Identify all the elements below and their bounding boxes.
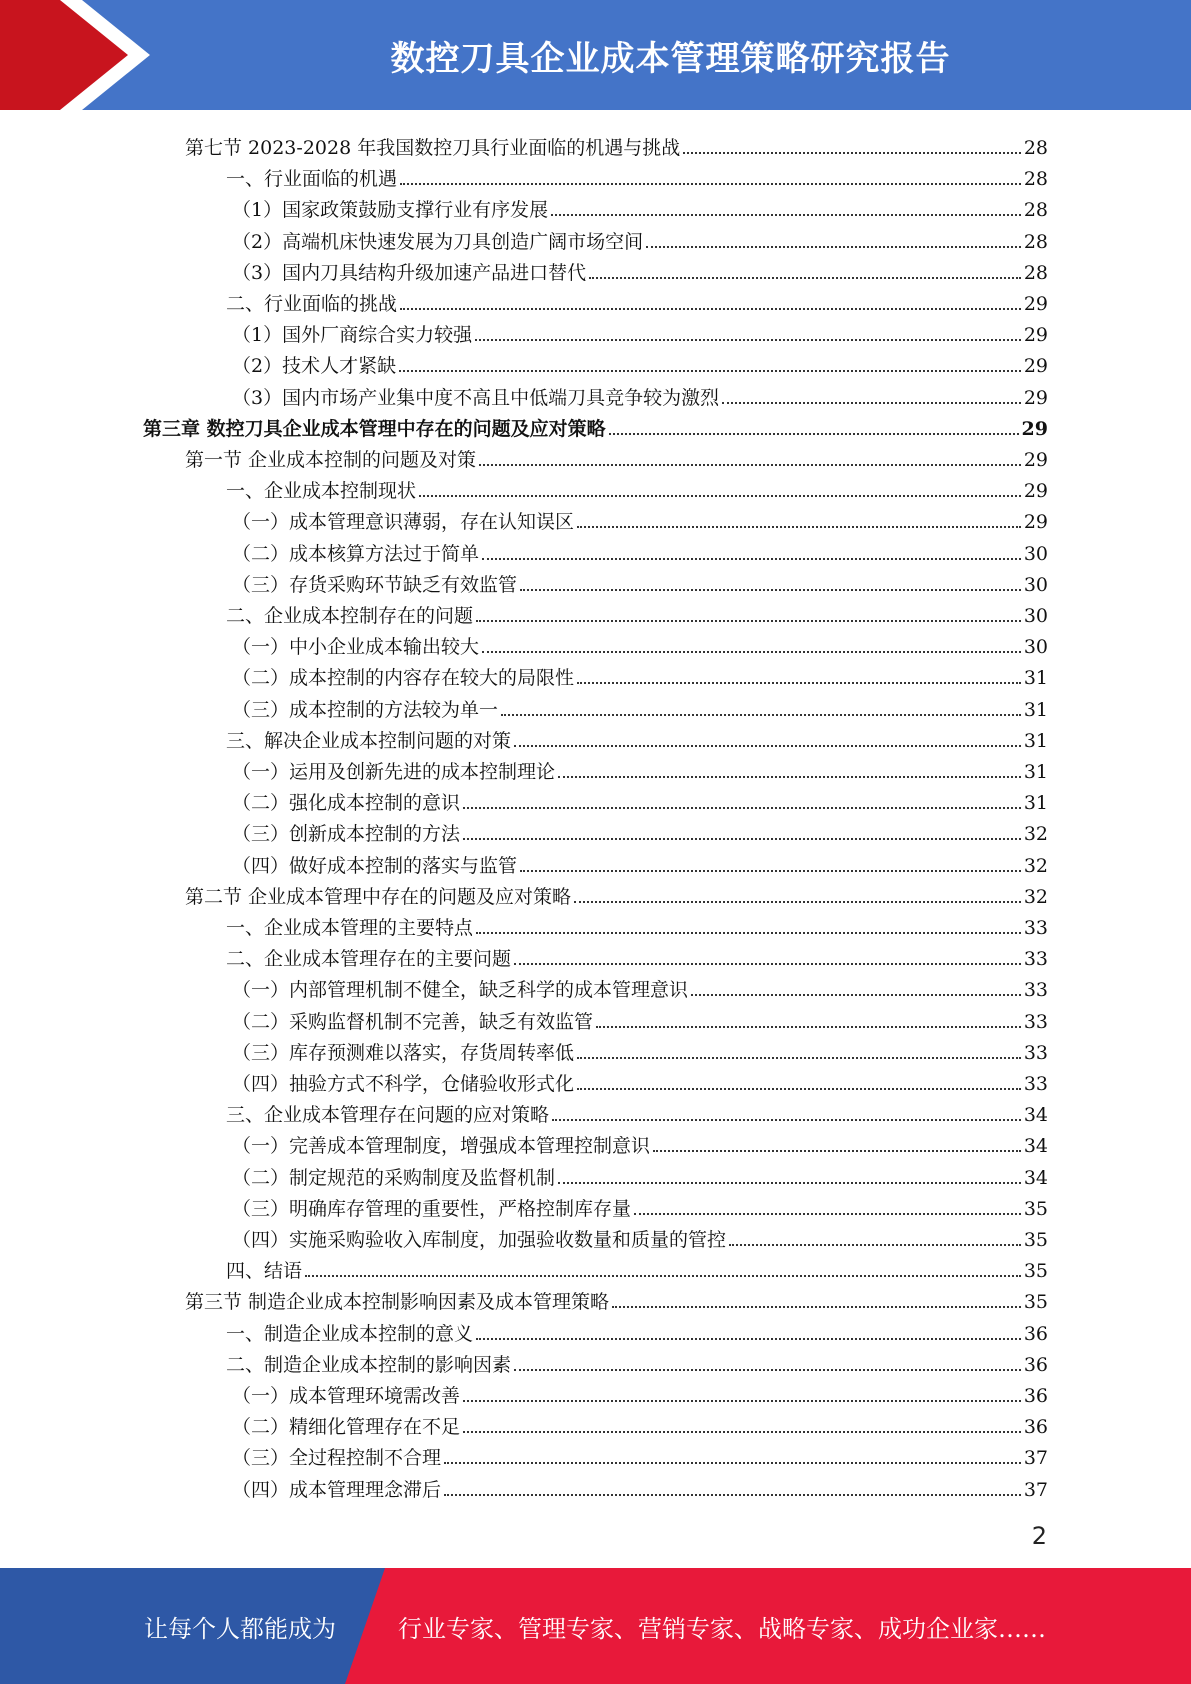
toc-entry-title: （二）采购监督机制不完善，缺乏有效监管	[232, 1010, 594, 1033]
toc-entry[interactable]	[232, 1437, 1048, 1468]
toc-entry-title: （2）高端机床快速发展为刀具创造广阔市场空间	[232, 230, 644, 253]
toc-entry[interactable]	[232, 564, 1048, 595]
toc-entry-page: 30	[1023, 636, 1048, 659]
toc-entry-title: （一）内部管理机制不健全，缺乏科学的成本管理意识	[232, 979, 689, 1002]
toc-entry-page: 29	[1023, 449, 1048, 471]
toc-entry-page: 33	[1023, 1041, 1048, 1064]
toc-entry-page: 35	[1023, 1197, 1048, 1220]
toc-entry-title: （一）中小企业成本输出较大	[232, 636, 480, 659]
toc-dot-leader	[634, 1213, 1021, 1215]
toc-entry-page: 31	[1023, 761, 1048, 783]
toc-entry-page: 28	[1023, 230, 1048, 253]
toc-entry-page: 28	[1023, 199, 1048, 222]
toc-entry-title: （一）成本管理意识薄弱，存在认知误区	[232, 511, 575, 534]
toc-entry[interactable]	[232, 501, 1048, 532]
toc-dot-leader	[400, 183, 1021, 185]
toc-entry[interactable]	[232, 626, 1048, 657]
toc-entry-title: （四）做好成本控制的落实与监管	[232, 854, 518, 877]
toc-entry[interactable]	[232, 189, 1048, 220]
toc-dot-leader	[419, 495, 1021, 497]
toc-dot-leader	[479, 464, 1021, 466]
toc-dot-leader	[552, 1119, 1021, 1121]
toc-entry-page: 28	[1023, 261, 1048, 284]
toc-dot-leader	[558, 1182, 1021, 1184]
toc-entry-title: （三）存货采购环节缺乏有效监管	[232, 573, 518, 596]
toc-entry[interactable]	[232, 782, 1048, 813]
toc-entry-title: （一）运用及创新先进的成本控制理论	[232, 761, 556, 783]
toc-entry-title: 三、企业成本管理存在问题的应对策略	[226, 1104, 550, 1127]
toc-entry[interactable]	[185, 439, 1048, 470]
toc-entry[interactable]	[232, 1125, 1048, 1156]
toc-dot-leader	[574, 901, 1021, 903]
toc-dot-leader	[482, 651, 1021, 653]
toc-dot-leader	[482, 558, 1021, 560]
toc-entry-title: 二、企业成本控制存在的问题	[226, 605, 474, 627]
toc-entry-title: （3）国内市场产业集中度不高且中低端刀具竞争较为激烈	[232, 386, 720, 409]
toc-entry-page: 29	[1023, 511, 1048, 534]
toc-dot-leader	[683, 152, 1021, 154]
toc-dot-leader	[463, 1431, 1021, 1433]
toc-dot-leader	[520, 870, 1021, 872]
toc-entry[interactable]	[232, 1157, 1048, 1188]
toc-entry-title: （三）明确库存管理的重要性，严格控制库存量	[232, 1197, 632, 1220]
toc-entry-page: 30	[1023, 605, 1048, 627]
toc-entry-page: 29	[1023, 355, 1048, 378]
toc-entry[interactable]	[226, 938, 1048, 969]
toc-entry-title: 三、解决企业成本控制问题的对策	[226, 729, 512, 752]
toc-entry[interactable]	[232, 845, 1048, 876]
toc-dot-leader	[646, 246, 1021, 248]
toc-dot-leader	[476, 620, 1021, 622]
toc-dot-leader	[609, 433, 1019, 435]
toc-entry-page: 37	[1023, 1447, 1048, 1470]
toc-entry-page: 30	[1023, 573, 1048, 596]
toc-entry-page: 35	[1023, 1260, 1048, 1283]
toc-entry-page: 37	[1023, 1478, 1048, 1501]
toc-entry[interactable]	[232, 1375, 1048, 1406]
toc-entry[interactable]	[232, 252, 1048, 283]
toc-entry[interactable]	[185, 127, 1048, 158]
page-header	[0, 0, 1191, 110]
toc-entry-page: 31	[1023, 698, 1048, 721]
toc-entry[interactable]	[226, 1250, 1048, 1281]
toc-entry-title: （二）成本控制的内容存在较大的局限性	[232, 667, 575, 690]
toc-entry[interactable]	[232, 813, 1048, 844]
toc-entry[interactable]	[232, 1063, 1048, 1094]
toc-entry-page: 35	[1023, 1229, 1048, 1251]
toc-dot-leader	[463, 807, 1021, 809]
toc-entry-page: 32	[1023, 854, 1048, 877]
toc-entry[interactable]	[232, 657, 1048, 688]
toc-dot-leader	[653, 1150, 1021, 1152]
toc-dot-leader	[691, 994, 1021, 996]
toc-entry-title: 一、企业成本控制现状	[226, 480, 417, 503]
toc-entry-page: 36	[1023, 1416, 1048, 1439]
toc-entry-title: （二）精细化管理存在不足	[232, 1416, 461, 1439]
toc-entry[interactable]	[226, 158, 1048, 189]
toc-entry-title: （1）国外厂商综合实力较强	[232, 324, 473, 347]
toc-entry-page: 36	[1023, 1322, 1048, 1345]
toc-entry-title: 四、结语	[226, 1260, 303, 1283]
toc-dot-leader	[444, 1494, 1021, 1496]
toc-dot-leader	[444, 1462, 1021, 1464]
toc-dot-leader	[399, 370, 1021, 372]
toc-entry-page: 29	[1023, 324, 1048, 347]
toc-entry-page: 33	[1023, 948, 1048, 971]
toc-entry-page: 34	[1023, 1135, 1048, 1158]
toc-entry-page: 33	[1023, 917, 1048, 939]
toc-entry-page: 32	[1023, 823, 1048, 846]
toc-entry-page: 36	[1023, 1353, 1048, 1376]
toc-entry[interactable]	[232, 221, 1048, 252]
toc-dot-leader	[463, 838, 1021, 840]
toc-dot-leader	[722, 402, 1021, 404]
toc-dot-leader	[729, 1244, 1021, 1246]
toc-dot-leader	[589, 277, 1021, 279]
toc-entry-page: 29	[1021, 417, 1048, 440]
toc-dot-leader	[520, 589, 1021, 591]
toc-entry[interactable]	[226, 283, 1048, 314]
toc-entry-title: （三）创新成本控制的方法	[232, 823, 461, 846]
toc-entry-title: 二、企业成本管理存在的主要问题	[226, 948, 512, 971]
toc-entry[interactable]	[232, 1219, 1048, 1250]
toc-entry[interactable]	[226, 1094, 1048, 1125]
toc-entry-title: （二）强化成本控制的意识	[232, 792, 461, 815]
toc-entry[interactable]	[232, 1406, 1048, 1437]
toc-entry[interactable]	[232, 377, 1048, 408]
toc-entry-title: （2）技术人才紧缺	[232, 355, 397, 378]
toc-entry-page: 34	[1023, 1166, 1048, 1189]
toc-dot-leader	[558, 776, 1021, 778]
toc-entry-page: 29	[1023, 293, 1048, 315]
toc-dot-leader	[514, 745, 1021, 747]
toc-entry[interactable]	[226, 1344, 1048, 1375]
toc-dot-leader	[463, 1400, 1021, 1402]
toc-entry[interactable]	[226, 1313, 1048, 1344]
toc-entry-title: 一、行业面临的机遇	[226, 168, 398, 191]
toc-dot-leader	[514, 963, 1021, 965]
toc-entry-title: 第三节 制造企业成本控制影响因素及成本管理策略	[185, 1291, 610, 1314]
toc-entry-page: 29	[1023, 480, 1048, 503]
toc-entry[interactable]	[143, 408, 1048, 439]
report-title: 数控刀具企业成本管理策略研究报告	[390, 38, 951, 79]
toc-entry[interactable]	[232, 533, 1048, 564]
toc-entry-page: 33	[1023, 1073, 1048, 1095]
toc-entry[interactable]	[232, 969, 1048, 1000]
toc-entry[interactable]	[185, 1281, 1048, 1312]
toc-entry-title: （四）抽验方式不科学，仓储验收形式化	[232, 1073, 575, 1095]
toc-entry-title: 一、制造企业成本控制的意义	[226, 1322, 474, 1345]
toc-entry-title: 第七节 2023-2028 年我国数控刀具行业面临的机遇与挑战	[185, 137, 681, 159]
toc-entry-title: 第二节 企业成本管理中存在的问题及应对策略	[185, 885, 572, 908]
toc-entry-title: （四）成本管理理念滞后	[232, 1478, 442, 1501]
toc-entry-page: 31	[1023, 667, 1048, 690]
toc-entry[interactable]	[232, 1188, 1048, 1219]
toc-entry-page: 36	[1023, 1385, 1048, 1407]
toc-entry-title: （四）实施采购验收入库制度，加强验收数量和质量的管控	[232, 1229, 727, 1251]
toc-entry-page: 33	[1023, 1010, 1048, 1033]
toc-entry-title: （二）成本核算方法过于简单	[232, 542, 480, 565]
toc-dot-leader	[577, 1057, 1021, 1059]
toc-entry-page: 33	[1023, 979, 1048, 1002]
toc-dot-leader	[612, 1306, 1021, 1308]
toc-entry[interactable]	[232, 1032, 1048, 1063]
toc-dot-leader	[305, 1275, 1021, 1277]
toc-entry-title: （一）成本管理环境需改善	[232, 1385, 461, 1407]
toc-entry-title: （3）国内刀具结构升级加速产品进口替代	[232, 261, 587, 284]
toc-entry-title: （三）全过程控制不合理	[232, 1447, 442, 1470]
toc-dot-leader	[475, 339, 1021, 341]
toc-entry-title: 第三章 数控刀具企业成本管理中存在的问题及应对策略	[143, 417, 606, 440]
toc-dot-leader	[551, 214, 1021, 216]
toc-entry-page: 29	[1023, 386, 1048, 409]
toc-entry-title: 一、企业成本管理的主要特点	[226, 917, 474, 939]
toc-dot-leader	[476, 1338, 1021, 1340]
toc-entry-title: （三）库存预测难以落实，存货周转率低	[232, 1041, 575, 1064]
toc-entry[interactable]	[232, 1469, 1048, 1500]
toc-entry-title: （二）制定规范的采购制度及监督机制	[232, 1166, 556, 1189]
page-number: 2	[1031, 1522, 1047, 1550]
toc-entry[interactable]	[232, 314, 1048, 345]
toc-entry[interactable]	[226, 470, 1048, 501]
toc-dot-leader	[577, 526, 1021, 528]
toc-entry[interactable]	[185, 876, 1048, 907]
toc-entry-page: 30	[1023, 542, 1048, 565]
toc-entry[interactable]	[232, 751, 1048, 782]
toc-entry[interactable]	[232, 689, 1048, 720]
toc-entry-title: （三）成本控制的方法较为单一	[232, 698, 499, 721]
toc-dot-leader	[577, 682, 1021, 684]
toc-dot-leader	[400, 308, 1021, 310]
toc-dot-leader	[501, 714, 1021, 716]
toc-entry-page: 28	[1023, 168, 1048, 191]
toc-entry-page: 34	[1023, 1104, 1048, 1127]
toc-entry-title: （一）完善成本管理制度，增强成本管理控制意识	[232, 1135, 651, 1158]
footer-slogan-right: 行业专家、管理专家、营销专家、战略专家、成功企业家……	[398, 1614, 1046, 1643]
toc-entry-page: 32	[1023, 885, 1048, 908]
toc-entry-page: 31	[1023, 792, 1048, 815]
page-footer	[0, 1568, 1191, 1684]
toc-dot-leader	[514, 1369, 1021, 1371]
toc-entry[interactable]	[232, 1001, 1048, 1032]
toc-dot-leader	[476, 932, 1021, 934]
footer-slogan-left: 让每个人都能成为	[144, 1614, 336, 1643]
toc-entry-title: 第一节 企业成本控制的问题及对策	[185, 449, 477, 471]
toc-entry-title: 二、制造企业成本控制的影响因素	[226, 1353, 512, 1376]
toc-dot-leader	[596, 1026, 1021, 1028]
toc-dot-leader	[577, 1088, 1021, 1090]
toc-entry[interactable]	[226, 595, 1048, 626]
toc-entry[interactable]	[226, 907, 1048, 938]
toc-entry-page: 31	[1023, 729, 1048, 752]
toc-entry-title: 二、行业面临的挑战	[226, 293, 398, 315]
toc-entry-page: 28	[1023, 137, 1048, 159]
toc-entry-page: 35	[1023, 1291, 1048, 1314]
toc-entry[interactable]	[226, 720, 1048, 751]
toc-entry[interactable]	[232, 345, 1048, 376]
toc-entry-title: （1）国家政策鼓励支撑行业有序发展	[232, 199, 549, 222]
